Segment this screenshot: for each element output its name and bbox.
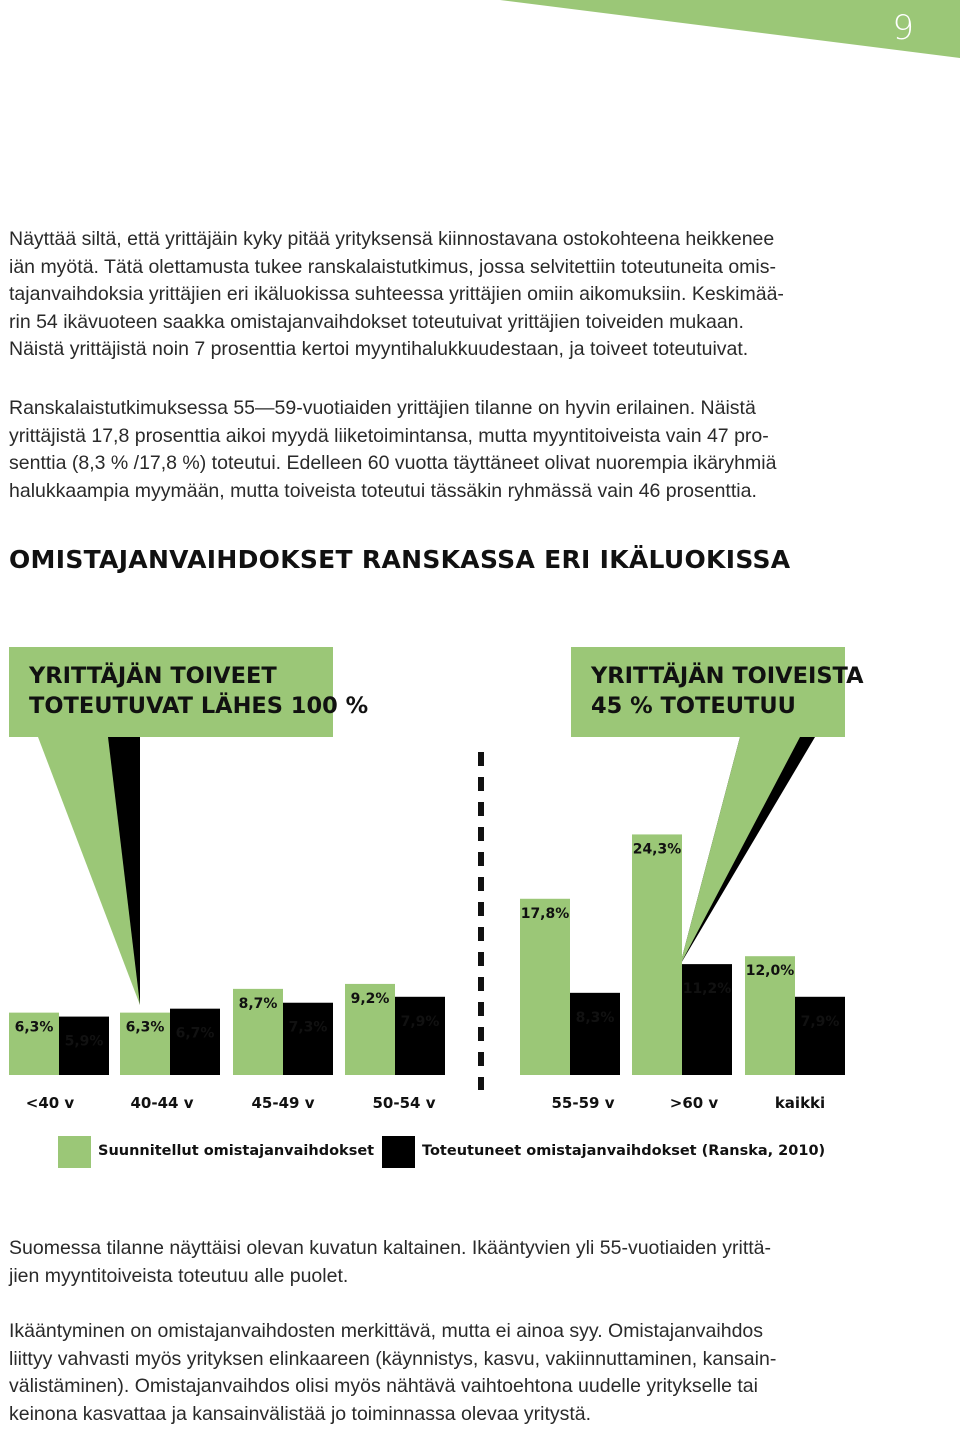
bar-realized-50-54-v [395, 997, 445, 1075]
label-realized-50-54-v: 7,9% [400, 1013, 440, 1030]
category-label-40-v: <40 v [25, 1094, 75, 1112]
text-line: Ranskalaistutkimuksessa 55—59-vuotiaiden yrittäjien tilanne on hyvin erilainen. Näistä [9, 397, 756, 419]
category-label-40-44-v: 40-44 v [130, 1094, 194, 1112]
header-band [0, 0, 960, 70]
category-label-60-v: >60 v [669, 1094, 719, 1112]
label-planned-55-59-v: 17,8% [520, 905, 570, 922]
text-line: tajanvaihdoksia yrittäjien eri ikäluokissa suhteessa yrittäjien omiin aikomuksiin. Keskimää- [9, 283, 784, 305]
callout-right-line: YRITTÄJÄN TOIVEISTA [591, 663, 864, 689]
label-realized-kaikki: 7,9% [800, 1013, 840, 1030]
outro-paragraph-1 [9, 1235, 945, 1290]
header-green-wedge [500, 0, 960, 58]
text-line: jien myyntitoiveista toteutuu alle puolet. [9, 1264, 349, 1287]
text-line: välistäminen). Omistajanvaihdos olisi myös nähtävä vaihtoehtona uudelle yritykselle tai [9, 1375, 758, 1397]
page-number: 9 [892, 8, 914, 48]
label-realized-60-v: 11,2% [682, 981, 732, 998]
text-line: rin 54 ikävuoteen saakka omistajanvaihdokset toteutuivat yrittäjien toiveiden mukaan. [9, 310, 744, 333]
callout-left-line: TOTEUTUVAT LÄHES 100 % [29, 693, 369, 719]
text-line: yrittäjistä 17,8 prosenttia aikoi myydä liiketoimintansa, mutta myyntitoiveista vain 47 pro- [9, 424, 769, 447]
text-line: Näyttää siltä, että yrittäjäin kyky pitää yrityksensä kiinnostavana ostokohteena heikkenee [9, 228, 775, 250]
bar-realized-kaikki [795, 997, 845, 1075]
label-realized-40-v: 5,9% [64, 1033, 104, 1050]
bar-chart [0, 640, 960, 1130]
outro-paragraph-2 [9, 1318, 945, 1428]
legend-label-realized: Toteutuneet omistajanvaihdokset (Ranska, 2010) [422, 1143, 826, 1159]
category-labels-group [26, 1094, 825, 1112]
text-line: Ikääntyminen on omistajanvaihdosten merkittävä, mutta ei ainoa syy. Omistajanvaihdos [9, 1320, 764, 1342]
bar-realized-40-44-v [170, 1009, 220, 1075]
bar-planned-60-v [632, 834, 682, 1075]
label-realized-40-44-v: 6,7% [175, 1025, 215, 1042]
intro-paragraph-2 [9, 395, 945, 505]
callout-right-line: 45 % TOTEUTUU [591, 693, 796, 719]
label-planned-40-v: 6,3% [14, 1019, 54, 1036]
section-title: OMISTAJANVAIHDOKSET RANSKASSA ERI IKÄLUOKISSA [9, 545, 791, 574]
category-label-55-59-v: 55-59 v [551, 1094, 615, 1112]
category-label-kaikki: kaikki [774, 1094, 826, 1112]
legend-label-planned: Suunnitellut omistajanvaihdokset [98, 1143, 375, 1159]
text-line: Näistä yrittäjistä noin 7 prosenttia kertoi myyntihalukkuudestaan, ja toiveet toteutuivat. [9, 338, 749, 360]
intro-paragraph-1 [9, 226, 945, 364]
legend-swatch-planned [58, 1136, 91, 1168]
label-realized-55-59-v: 8,3% [575, 1009, 615, 1026]
category-label-50-54-v: 50-54 v [372, 1094, 436, 1112]
text-line: liittyy vahvasti myös yrityksen elinkaareen (käynnistys, kasvu, vakiinnuttaminen, kansain- [9, 1347, 777, 1370]
category-label-45-49-v: 45-49 v [251, 1094, 315, 1112]
bar-planned-55-59-v [520, 899, 570, 1075]
label-realized-45-49-v: 7,3% [288, 1019, 328, 1036]
text-line: Suomessa tilanne näyttäisi olevan kuvatun kaltainen. Ikääntyvien yli 55-vuotiaiden yrittä- [9, 1237, 772, 1259]
label-planned-50-54-v: 9,2% [350, 990, 390, 1007]
label-planned-kaikki: 12,0% [745, 963, 795, 980]
text-line: iän myötä. Tätä olettamusta tukee ranskalaistutkimus, jossa selvitettiin toteutuneita omis- [9, 255, 777, 278]
label-planned-40-44-v: 6,3% [125, 1019, 165, 1036]
legend-swatch-realized [382, 1136, 415, 1168]
text-line: senttia (8,3 % /17,8 %) toteutui. Edelleen 60 vuotta täyttäneet olivat nuorempia ikäryhmiä [9, 452, 777, 474]
text-line: halukkaampia myymään, mutta toiveista toteutui tässäkin ryhmässä vain 46 prosenttia. [9, 479, 757, 502]
label-planned-45-49-v: 8,7% [238, 995, 278, 1012]
bar-realized-45-49-v [283, 1003, 333, 1075]
text-line: keinona kasvattaa ja kansainvälistää jo toiminnassa olevaa yritystä. [9, 1402, 592, 1425]
label-planned-60-v: 24,3% [632, 841, 682, 858]
bar-realized-55-59-v [570, 993, 620, 1075]
callout-left-line: YRITTÄJÄN TOIVEET [29, 663, 277, 689]
